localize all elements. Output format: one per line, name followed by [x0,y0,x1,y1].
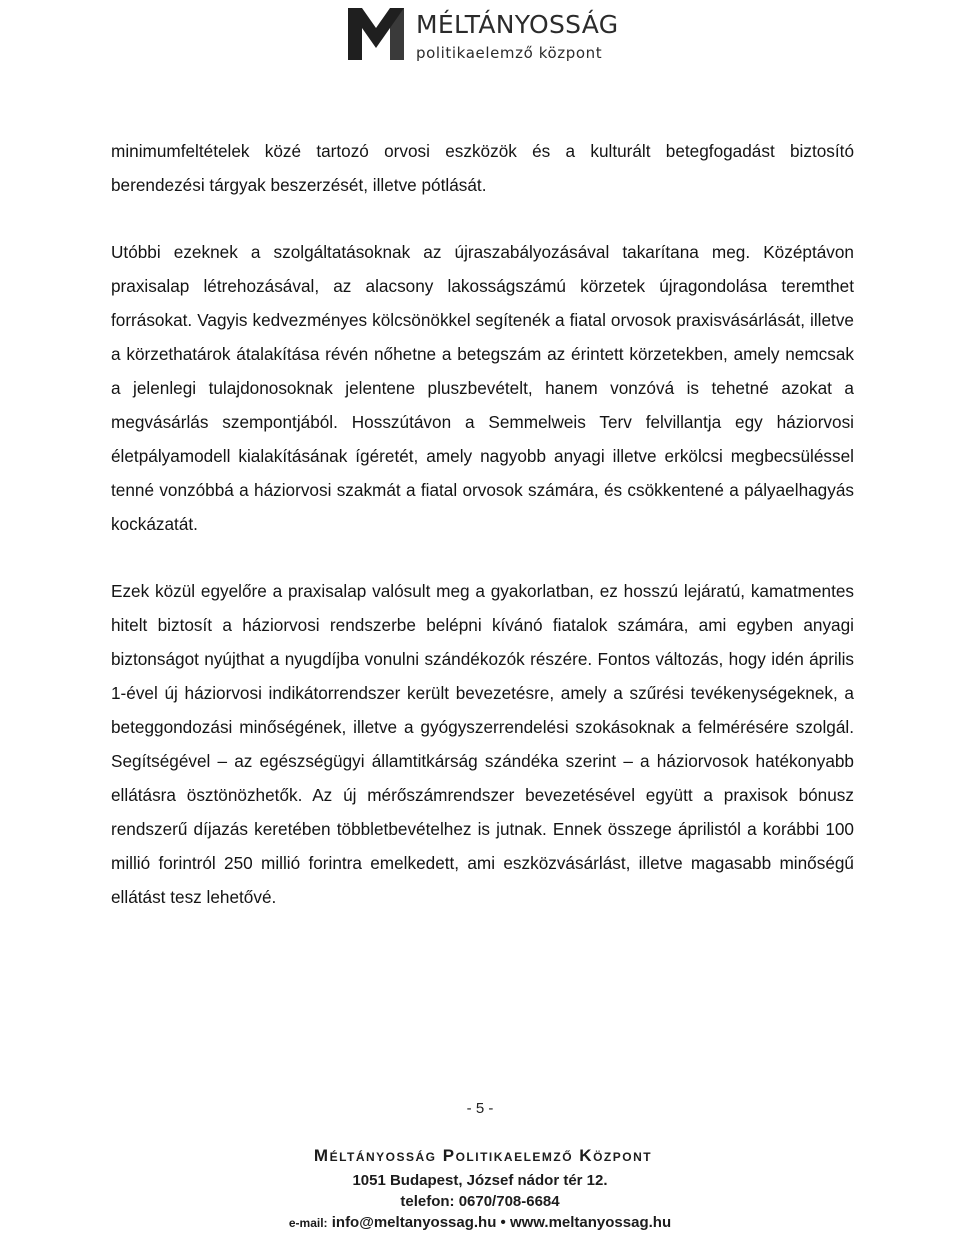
footer-email-web[interactable]: info@meltanyossag.hu • www.meltanyossag.hu [331,1214,672,1231]
logo-subtitle: politikaelemző központ [416,44,603,62]
page-number: - 5 - [466,1100,494,1117]
footer-email-label: e-mail: [288,1216,328,1230]
logo-title: MÉLTÁNYOSSÁG [416,10,619,39]
meltanyossag-logo-icon [346,6,406,62]
paragraph: Utóbbi ezeknek a szolgáltatásoknak az újraszabályozásával takarítana meg. Középtávon praxisalap létrehozásával, az alacsony lakosságszámú körzetek újragondolása teremthet forrásokat. Vagyis kedvezményes kölcsönökkel segítenék a fiatal orvosok praxisvásárlását, illetve a körzethatárok átalakítása révén nőhetne a betegszám az érintett körzetekben, amely nemcsak a jelenlegi tulajdonosoknak jelentene pluszbevételt, hanem vonzóvá is tehetné azokat a megvásárlás szempontjából. Hosszútávon a Semmelweis Terv felvillantja egy háziorvosi életpályamodell kialakításának ígéretét, amely nagyobb anyagi illetve erkölcsi megbecsüléssel tenné vonzóbbá a háziorvosi szakmát a fiatal orvosok számára, és csökkentené a pályaelhagyás kockázatát. [111,242,854,534]
footer-organization: Méltányosság Politikaelemző Központ [313,1146,653,1165]
footer-address: 1051 Budapest, József nádor tér 12. [352,1172,608,1189]
page-header [346,6,646,62]
paragraph: Ezek közül egyelőre a praxisalap valósult meg a gyakorlatban, ez hosszú lejáratú, kamatmentes hitelt biztosít a háziorvosi rendszerbe belépni kívánó fiatalok számára, ami egyben anyagi biztonságot nyújthat a nyugdíjba vonulni szándékozók részére. Fontos változás, hogy idén április 1-ével új háziorvosi indikátorrendszer került bevezetésre, amely a szűrési tevékenységeknek, a beteggondozási minőségének, illetve a gyógyszerrendelési szokásoknak a felmérésére szolgál. Segítségével – az egészségügyi államtitkárság szándéka szerint – a háziorvosok hatékonyabb ellátásra ösztönözhetők. Az új mérőszámrendszer bevezetésével együtt a praxisok bónusz rendszerű díjazás keretében többletbevételhez is jutnak. Ennek összege áprilistól a korábbi 100 millió forintról 250 millió forintra emelkedett, ami eszközvásárlást, illetve magasabb minőségű ellátást tesz lehetővé. [111,581,854,907]
paragraph: minimumfeltételek közé tartozó orvosi eszközök és a kulturált betegfogadást biztosító berendezési tárgyak beszerzését, illetve pótlását. [111,141,854,195]
document-body [111,134,854,947]
footer-phone: telefon: 0670/708-6684 [400,1193,560,1210]
page-footer [0,1142,960,1234]
